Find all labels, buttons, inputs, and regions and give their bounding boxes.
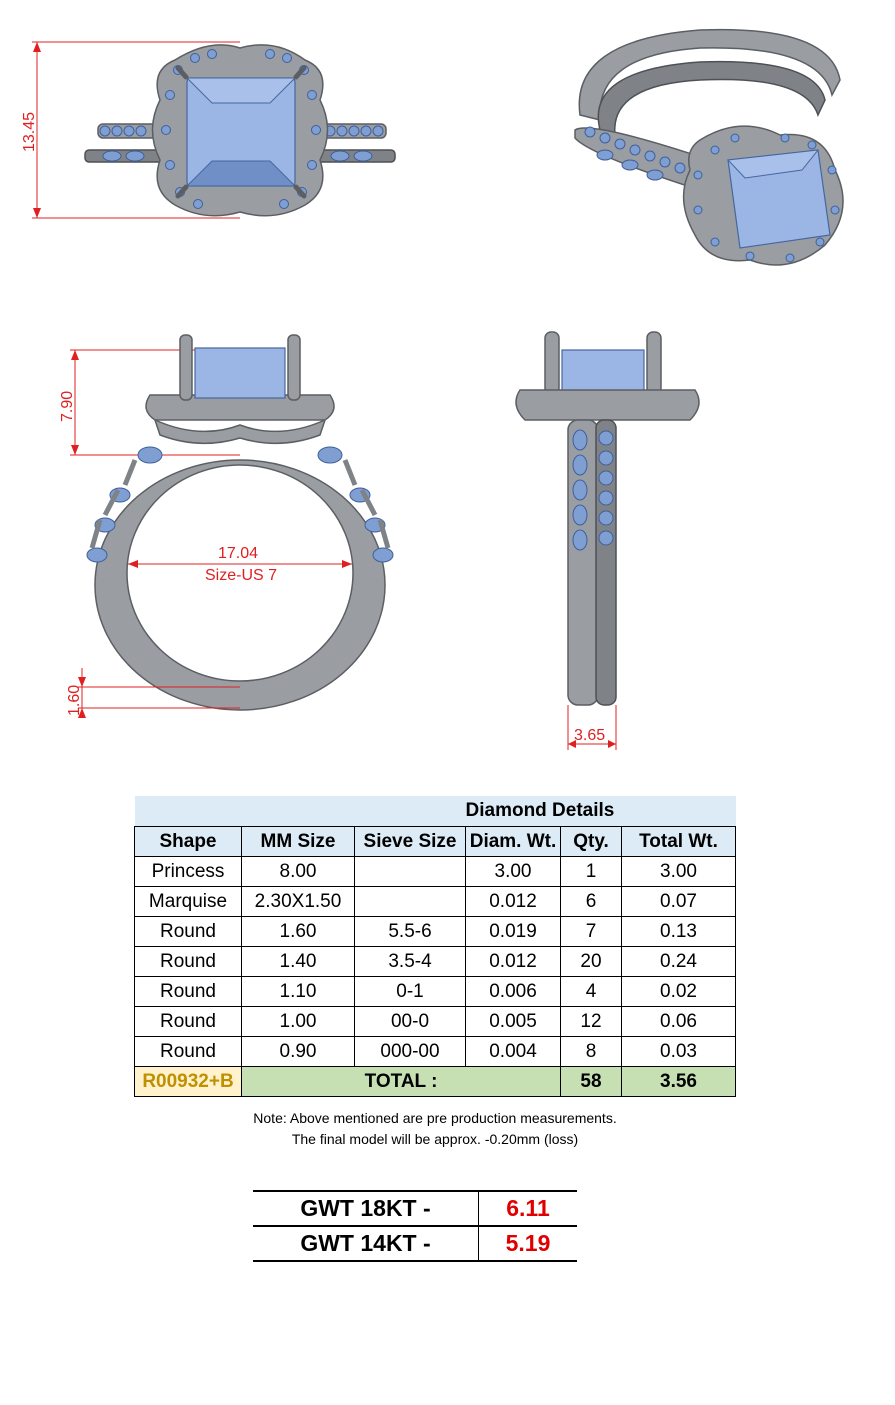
table-row xyxy=(135,1007,736,1037)
cell-mm-size: 8.00 xyxy=(242,857,355,887)
cell-mm-size: 0.90 xyxy=(242,1037,355,1067)
ring-front-view xyxy=(0,320,430,740)
cell-mm-size: 1.00 xyxy=(242,1007,355,1037)
table-row xyxy=(135,1037,736,1067)
table-title-row xyxy=(135,796,736,827)
gwt-value: 5.19 xyxy=(479,1226,578,1261)
dim-band-width: 3.65 xyxy=(574,727,606,744)
total-weight: 3.56 xyxy=(622,1067,736,1097)
cell-total-wt: 0.06 xyxy=(622,1007,736,1037)
cell-mm-size: 1.10 xyxy=(242,977,355,1007)
header-mm-size: MM Size xyxy=(242,827,355,857)
table-row xyxy=(135,947,736,977)
cell-shape: Round xyxy=(135,947,242,977)
cell-diam-wt: 3.00 xyxy=(466,857,561,887)
cell-mm-size: 1.40 xyxy=(242,947,355,977)
cell-shape: Round xyxy=(135,977,242,1007)
table-title: Diamond Details xyxy=(466,796,736,827)
cell-total-wt: 0.07 xyxy=(622,887,736,917)
cell-total-wt: 0.02 xyxy=(622,977,736,1007)
cell-qty: 8 xyxy=(561,1037,622,1067)
gwt-value: 6.11 xyxy=(479,1191,578,1226)
product-code: R00932+B xyxy=(135,1067,242,1097)
ring-perspective-view xyxy=(550,20,870,280)
table-row xyxy=(135,887,736,917)
cell-total-wt: 0.13 xyxy=(622,917,736,947)
header-total-wt: Total Wt. xyxy=(622,827,736,857)
cell-total-wt: 0.03 xyxy=(622,1037,736,1067)
cell-shape: Round xyxy=(135,917,242,947)
gross-weight-table xyxy=(253,1190,577,1262)
dim-ring-size: Size-US 7 xyxy=(205,567,278,584)
cell-diam-wt: 0.005 xyxy=(466,1007,561,1037)
cell-sieve-size xyxy=(355,887,466,917)
cell-total-wt: 0.24 xyxy=(622,947,736,977)
header-qty: Qty. xyxy=(561,827,622,857)
table-total-row xyxy=(135,1067,736,1097)
cell-shape: Round xyxy=(135,1007,242,1037)
cell-diam-wt: 0.019 xyxy=(466,917,561,947)
cell-sieve-size: 5.5-6 xyxy=(355,917,466,947)
header-diam-wt: Diam. Wt. xyxy=(466,827,561,857)
cell-mm-size: 2.30X1.50 xyxy=(242,887,355,917)
cell-sieve-size: 00-0 xyxy=(355,1007,466,1037)
cell-shape: Princess xyxy=(135,857,242,887)
ring-top-view xyxy=(0,0,430,260)
cell-qty: 20 xyxy=(561,947,622,977)
table-header-row xyxy=(135,827,736,857)
total-label: TOTAL : xyxy=(242,1067,561,1097)
cell-sieve-size: 0-1 xyxy=(355,977,466,1007)
cell-qty: 6 xyxy=(561,887,622,917)
cell-sieve-size: 3.5-4 xyxy=(355,947,466,977)
cell-total-wt: 3.00 xyxy=(622,857,736,887)
note-line-2: The final model will be approx. -0.20mm (loss) xyxy=(291,1131,579,1147)
cell-qty: 7 xyxy=(561,917,622,947)
gwt-label: GWT 18KT - xyxy=(253,1191,479,1226)
table-row xyxy=(135,977,736,1007)
note-line-1: Note: Above mentioned are pre production measurements. xyxy=(253,1110,617,1126)
table-row xyxy=(135,857,736,887)
cell-qty: 12 xyxy=(561,1007,622,1037)
cell-mm-size: 1.60 xyxy=(242,917,355,947)
cell-diam-wt: 0.012 xyxy=(466,947,561,977)
dim-top-height: 13.45 xyxy=(21,111,38,152)
cell-sieve-size xyxy=(355,857,466,887)
gwt-row-18kt xyxy=(253,1191,577,1226)
diamond-details-table xyxy=(134,796,736,1097)
dim-shank-thickness: 1.60 xyxy=(66,684,83,716)
dim-head-height: 7.90 xyxy=(59,390,76,422)
cell-diam-wt: 0.012 xyxy=(466,887,561,917)
gwt-row-14kt xyxy=(253,1226,577,1261)
cell-shape: Round xyxy=(135,1037,242,1067)
cell-qty: 1 xyxy=(561,857,622,887)
dim-inner-diameter: 17.04 xyxy=(218,545,259,562)
cell-diam-wt: 0.006 xyxy=(466,977,561,1007)
cell-diam-wt: 0.004 xyxy=(466,1037,561,1067)
total-qty: 58 xyxy=(561,1067,622,1097)
cell-qty: 4 xyxy=(561,977,622,1007)
cell-shape: Marquise xyxy=(135,887,242,917)
header-shape: Shape xyxy=(135,827,242,857)
table-row xyxy=(135,917,736,947)
gwt-label: GWT 14KT - xyxy=(253,1226,479,1261)
header-sieve-size: Sieve Size xyxy=(355,827,466,857)
cell-sieve-size: 000-00 xyxy=(355,1037,466,1067)
ring-side-view xyxy=(500,320,720,760)
